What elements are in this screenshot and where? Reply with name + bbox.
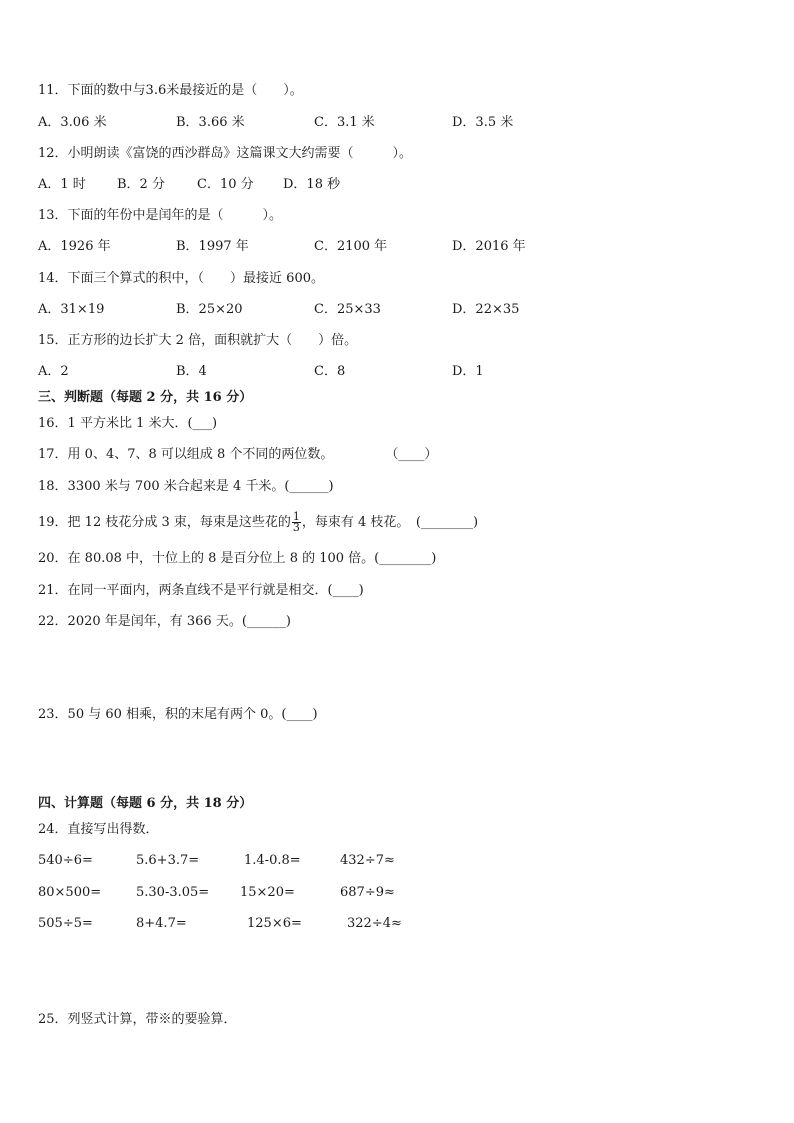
q13-option-a[interactable]: A．1926 年 — [38, 239, 111, 254]
q13-option-c[interactable]: C．2100 年 — [314, 239, 388, 254]
calc-r3-c1: 505÷5= — [38, 916, 93, 931]
q13-option-d[interactable]: D．2016 年 — [452, 239, 526, 254]
calc-r1-c3: 1.4-0.8= — [244, 853, 301, 868]
calc-r2-c3: 15×20= — [240, 885, 295, 900]
question-12-stem: 12．小明朗读《富饶的西沙群岛》这篇课文大约需要（ ）。 — [38, 146, 413, 161]
question-16: 16．1 平方米比 1 米大．(___) — [38, 416, 218, 431]
calc-r3-c4: 322÷4≈ — [347, 916, 402, 931]
question-21: 21．在同一平面内，两条直线不是平行就是相交．(____) — [38, 583, 364, 598]
question-19 — [38, 512, 478, 533]
question-20: 20．在 80.08 中，十位上的 8 是百分位上 8 的 100 倍。(________) — [38, 551, 437, 566]
calc-r1-c1: 540÷6= — [38, 853, 93, 868]
calc-r3-c3: 125×6= — [247, 916, 302, 931]
q12-option-c[interactable]: C．10 分 — [197, 177, 254, 192]
calc-r2-c4: 687÷9≈ — [340, 885, 395, 900]
section-3-title: 三、判断题（每题 2 分，共 16 分） — [38, 390, 253, 405]
q12-option-b[interactable]: B．2 分 — [117, 177, 165, 192]
calc-r2-c2: 5.30-3.05= — [136, 885, 210, 900]
question-23: 23．50 与 60 相乘，积的末尾有两个 0。(____) — [38, 707, 318, 722]
q12-option-a[interactable]: A．1 时 — [38, 177, 86, 192]
question-22: 22．2020 年是闰年，有 366 天。(______) — [38, 614, 291, 629]
question-25: 25．列竖式计算，带※的要验算． — [38, 1012, 237, 1027]
question-14-stem: 14．下面三个算式的积中，（ ）最接近 600。 — [38, 271, 324, 286]
question-24: 24．直接写出得数． — [38, 822, 159, 837]
q14-option-d[interactable]: D．22×35 — [452, 302, 520, 317]
q15-option-c[interactable]: C．8 — [314, 364, 346, 379]
calc-r1-c2: 5.6+3.7= — [136, 853, 200, 868]
fraction-one-third — [292, 512, 301, 533]
calc-r2-c1: 80×500= — [38, 885, 102, 900]
calc-r1-c4: 432÷7≈ — [340, 853, 395, 868]
q14-option-a[interactable]: A．31×19 — [38, 302, 105, 317]
question-11-stem: 11．下面的数中与3.6米最接近的是（ ）。 — [38, 83, 303, 98]
q15-option-d[interactable]: D．1 — [452, 364, 484, 379]
q15-option-b[interactable]: B．4 — [176, 364, 207, 379]
fraction-numerator: 1 — [292, 510, 300, 523]
q11-option-b[interactable]: B．3.66 米 — [176, 115, 245, 130]
question-18: 18．3300 米与 700 米合起来是 4 千米。(______) — [38, 479, 334, 494]
q11-option-a[interactable]: A．3.06 米 — [38, 115, 107, 130]
q15-option-a[interactable]: A．2 — [38, 364, 69, 379]
calc-r3-c2: 8+4.7= — [136, 916, 187, 931]
q13-option-b[interactable]: B．1997 年 — [176, 239, 249, 254]
q14-option-b[interactable]: B．25×20 — [176, 302, 243, 317]
section-4-title: 四、计算题（每题 6 分，共 18 分） — [38, 796, 253, 811]
question-17: 17．用 0、4、7、8 可以组成 8 个不同的两位数。 （____） — [38, 447, 438, 462]
q11-option-d[interactable]: D．3.5 米 — [452, 115, 514, 130]
fraction-denominator: 3 — [292, 521, 300, 534]
q19-text-before: 19．把 12 枝花分成 3 束，每束是这些花的 — [38, 515, 291, 530]
q19-text-after: ，每束有 4 枝花。 (________) — [301, 515, 479, 530]
question-15-stem: 15．正方形的边长扩大 2 倍，面积就扩大（ ）倍。 — [38, 333, 358, 348]
question-13-stem: 13．下面的年份中是闰年的是（ ）。 — [38, 208, 283, 223]
q12-option-d[interactable]: D．18 秒 — [283, 177, 341, 192]
q14-option-c[interactable]: C．25×33 — [314, 302, 381, 317]
q11-option-c[interactable]: C．3.1 米 — [314, 115, 375, 130]
